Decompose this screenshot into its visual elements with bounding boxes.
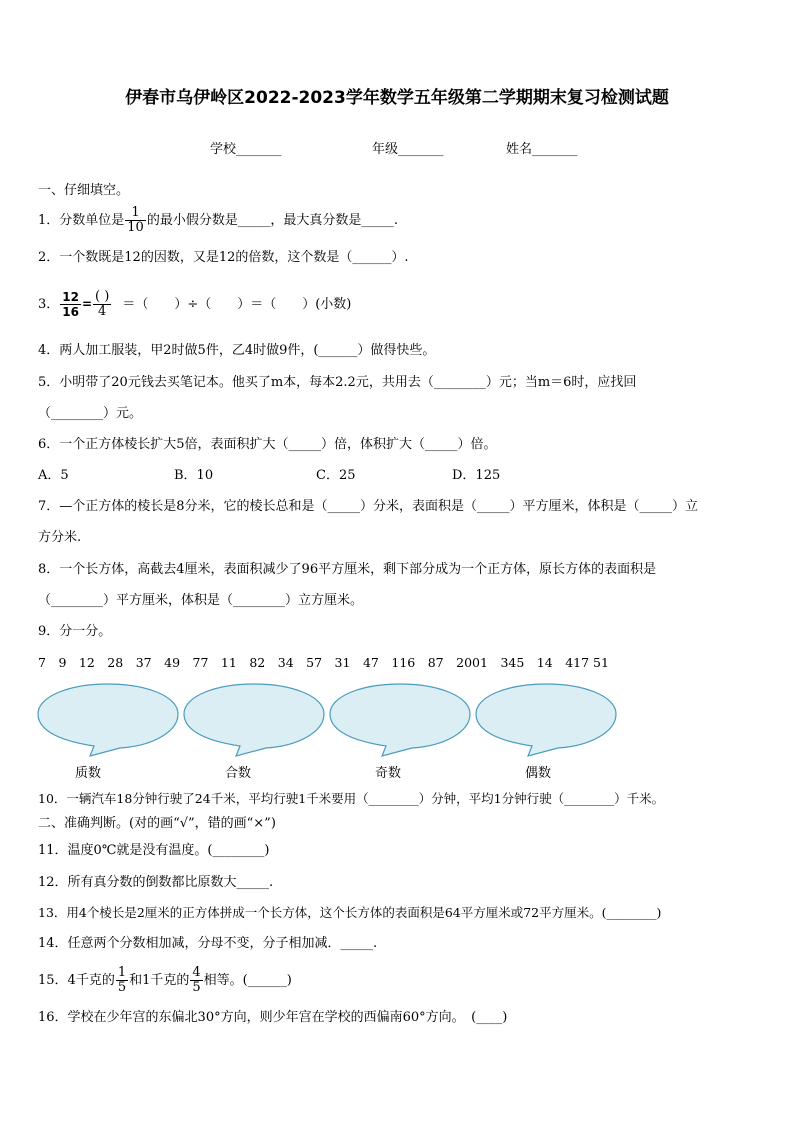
q3-equals: = (81, 297, 93, 311)
school-field: 学校_______ (210, 142, 282, 157)
question-11: 11．温度0℃就是没有温度。(________) (38, 843, 270, 858)
q15-prefix: 15．4千克的 (38, 973, 115, 988)
grade-field: 年级_______ (372, 142, 444, 157)
question-14: 14．任意两个分数相加减，分母不变，分子相加减．_____. (38, 936, 378, 951)
question-3 (38, 286, 351, 323)
question-2: 2．一个数既是12的因数，又是12的倍数，这个数是（______）. (38, 250, 409, 265)
q15-f2-den: 5 (192, 980, 201, 995)
q1-fraction (125, 206, 146, 235)
label-composite: 合数 (224, 766, 251, 781)
bubble-prime[interactable] (38, 684, 178, 756)
q15-fraction-1 (116, 966, 128, 995)
question-5-line-1: 5．小明带了20元钱去买笔记本。他买了m本，每本2.2元，共用去（________）元；当m＝6时，应找回 (38, 375, 637, 390)
section-1-heading: 一、仔细填空。 (38, 183, 130, 198)
page-title: 伊春市乌伊岭区2022-2023学年数学五年级第二学期期末复习检测试题 (125, 88, 669, 108)
question-5-line-2: （________）元。 (38, 406, 143, 421)
q15-f1-den: 5 (117, 980, 127, 995)
q6-option-a: A．5 (38, 468, 69, 483)
label-even: 偶数 (524, 766, 551, 781)
q3-prefix: 3． (38, 297, 60, 312)
q1-prefix: 1．分数单位是 (38, 213, 125, 228)
bubble-even[interactable] (476, 684, 616, 756)
bubble-composite[interactable] (184, 684, 324, 756)
q3-f2-den: 4 (98, 304, 107, 319)
question-7-line-1: 7．—个正方体的棱长是8分米，它的棱长总和是（_____）分米，表面积是（_____）平方厘米，体积是（_____）立 (38, 499, 699, 514)
name-field: 姓名_______ (506, 142, 578, 157)
question-6: 6．一个正方体棱长扩大5倍，表面积扩大（_____）倍，体积扩大（_____）倍。 (38, 437, 497, 452)
q6-option-d: D．125 (452, 468, 501, 483)
q9-number-list: 7 9 12 28 37 49 77 11 82 34 57 31 47 116 87 2001 345 14 417 51 (38, 655, 609, 670)
q1-fraction-num: 1 (125, 206, 146, 221)
q3-suffix: ＝（ ）÷（ ）＝（ ）(小数) (122, 297, 352, 312)
q3-fraction-2 (93, 290, 111, 319)
q3-f1-den: 16 (62, 305, 79, 319)
q15-suffix: 相等。(______) (203, 973, 292, 988)
bubble-odd[interactable] (330, 684, 470, 756)
question-8-line-1: 8．一个长方体，高截去4厘米，表面积减少了96平方厘米，剩下部分成为一个正方体，原长方体的表面积是 (38, 562, 657, 577)
q3-f2-num: ( ) (95, 289, 110, 304)
question-16: 16．学校在少年宫的东偏北30°方向，则少年宫在学校的西偏南60°方向。 (____) (38, 1010, 508, 1025)
q6-option-b: B．10 (174, 468, 214, 483)
q15-fraction-2 (190, 966, 202, 995)
q9-bubbles (34, 680, 624, 760)
q6-option-c: C．25 (316, 468, 356, 483)
question-7-line-2: 方分米. (38, 530, 82, 545)
q3-fraction-1 (60, 290, 81, 319)
question-9: 9．分一分。 (38, 624, 112, 639)
question-13: 13．用4个棱长是2厘米的正方体拼成一个长方体，这个长方体的表面积是64平方厘米或72平方厘米。(________) (38, 905, 662, 920)
question-8-line-2: （________）平方厘米，体积是（________）立方厘米。 (38, 593, 364, 608)
question-4: 4．两人加工服装，甲2时做5件，乙4时做9件，(______）做得快些。 (38, 343, 436, 358)
question-10: 10．一辆汽车18分钟行驶了24千米，平均行驶1千米要用（________）分钟，平均1分钟行驶（________）千米。 (38, 791, 665, 806)
q3-f1-num: 12 (62, 290, 79, 304)
q15-mid: 和1千克的 (129, 973, 190, 988)
question-1 (38, 206, 398, 235)
q15-f2-num: 4 (192, 965, 201, 980)
section-2-heading: 二、准确判断。(对的画“√”，错的画“×”) (38, 816, 276, 831)
q1-fraction-den: 10 (127, 220, 144, 235)
label-odd: 奇数 (374, 766, 401, 781)
label-prime: 质数 (74, 766, 101, 781)
q1-suffix: 的最小假分数是_____，最大真分数是_____. (146, 213, 398, 228)
q15-f1-num: 1 (117, 965, 127, 980)
question-15 (38, 964, 292, 998)
question-12: 12．所有真分数的倒数都比原数大_____. (38, 875, 274, 890)
